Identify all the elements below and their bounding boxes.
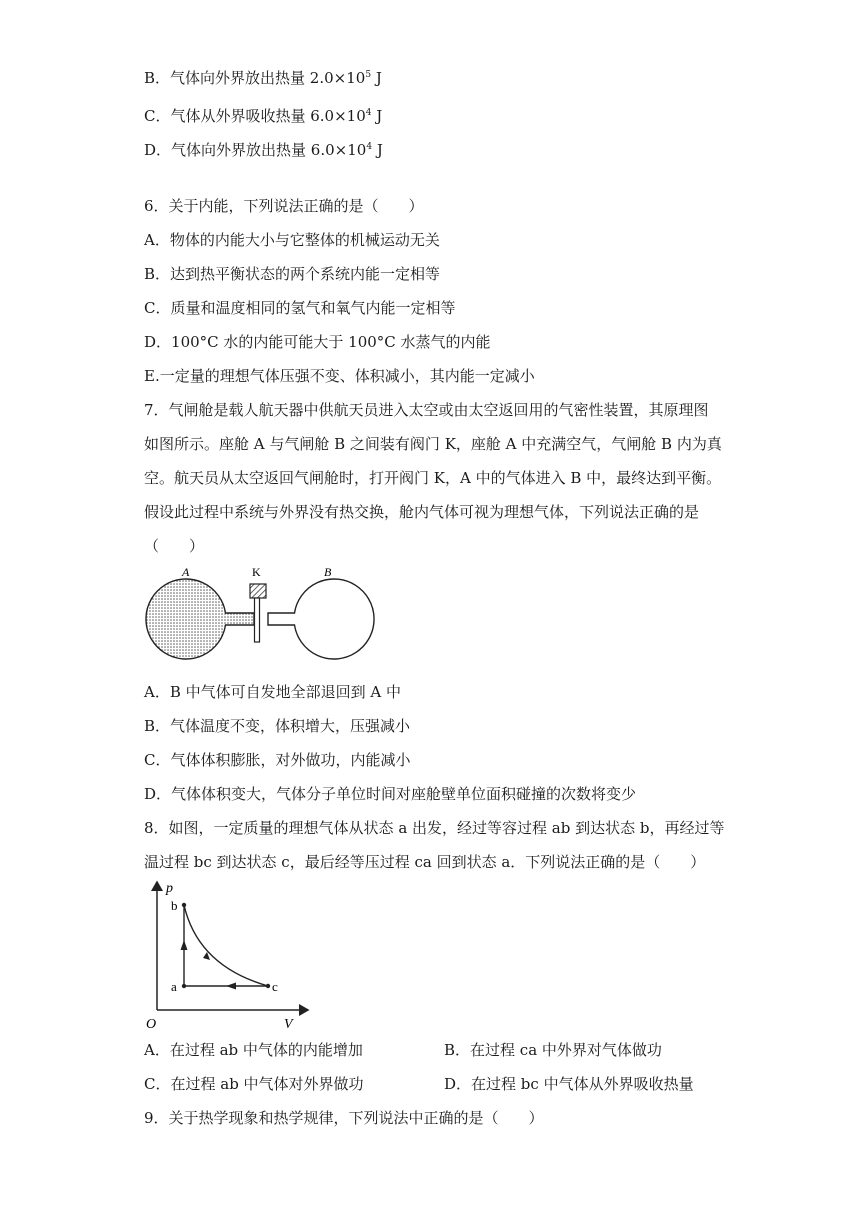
q8-stem-line1: 8．如图，一定质量的理想气体从状态 a 出发，经过等容过程 ab 到达状态 b，再经过等: [144, 819, 725, 837]
q8-option-c: C．在过程 ab 中气体对外界做功: [144, 1075, 364, 1093]
q7-option-a: A．B 中气体可自发地全部退回到 A 中: [144, 683, 401, 701]
q7-stem-line1: 7．气闸舱是载人航天器中供航天员进入太空或由太空返回用的气密性装置，其原理图: [144, 401, 709, 419]
state-point-a: [182, 984, 186, 988]
label-k: K: [252, 565, 261, 579]
state-point-c: [266, 984, 270, 988]
state-label-b: b: [171, 898, 178, 913]
q7-option-d: D．气体体积变大，气体分子单位时间对座舱壁单位面积碰撞的次数将变少: [144, 785, 637, 803]
q7-stem-line2: 如图所示。座舱 A 与气闸舱 B 之间装有阀门 K，座舱 A 中充满空气，气闸舱 B 内为真: [144, 435, 722, 453]
q6-option-e: E.一定量的理想气体压强不变、体积减小，其内能一定减小: [144, 367, 535, 385]
label-a: A: [182, 565, 190, 579]
state-label-c: c: [272, 979, 278, 994]
q5-option-c: C．气体从外界吸收热量 $6.0\times 10^4$ J: [144, 107, 383, 125]
q8-option-a: A．在过程 ab 中气体的内能增加: [144, 1041, 363, 1059]
q5-option-d: D．气体向外界放出热量 $6.0\times 10^4$ J: [144, 141, 383, 159]
p-axis-label: p: [166, 881, 173, 896]
q7-stem-line4: 假设此过程中系统与外界没有热交换，舱内气体可视为理想气体，下列说法正确的是: [144, 503, 700, 521]
q6-option-d: D．100°C 水的内能可能大于 100°C 水蒸气的内能: [144, 333, 491, 351]
label-b: B: [324, 565, 332, 579]
q7-stem-line3: 空。航天员从太空返回气闸舱时，打开阀门 K，A 中的气体进入 B 中，最终达到平衡。: [144, 469, 722, 487]
process-bc: [184, 905, 268, 986]
q6-option-b: B．达到热平衡状态的两个系统内能一定相等: [144, 265, 441, 283]
origin-label: O: [146, 1017, 157, 1032]
chamber-a: [146, 579, 254, 659]
state-label-a: a: [171, 979, 177, 994]
arrow-ab-icon: [181, 940, 188, 950]
state-point-b: [182, 903, 186, 907]
airlock-diagram: [140, 562, 380, 674]
valve-handle: [250, 584, 266, 598]
q7-option-b: B．气体温度不变，体积增大，压强减小: [144, 717, 411, 735]
q8-option-b: B．在过程 ca 中外界对气体做功: [444, 1041, 662, 1059]
q7-option-c: C．气体体积膨胀，对外做功，内能减小: [144, 751, 411, 769]
q6-stem: 6．关于内能，下列说法正确的是（ ）: [144, 197, 424, 215]
q6-option-a: A．物体的内能大小与它整体的机械运动无关: [144, 231, 440, 249]
q7-stem-line5: （ ）: [144, 537, 205, 555]
q6-option-c: C．质量和温度相同的氢气和氧气内能一定相等: [144, 299, 456, 317]
chamber-b: [268, 579, 374, 659]
pv-diagram: [140, 878, 320, 1036]
arrow-ca-icon: [226, 983, 236, 990]
valve-stem: [255, 598, 260, 642]
q8-stem-line2: 温过程 bc 到达状态 c，最后经等压过程 ca 回到状态 a．下列说法正确的是（ ）: [144, 853, 706, 871]
q9-stem: 9．关于热学现象和热学规律，下列说法中正确的是（ ）: [144, 1109, 544, 1127]
q8-option-d: D．在过程 bc 中气体从外界吸收热量: [444, 1075, 694, 1093]
q5-option-b: B．气体向外界放出热量 $2.0\times 10^5$ J: [144, 69, 382, 87]
v-axis-label: V: [284, 1017, 293, 1032]
